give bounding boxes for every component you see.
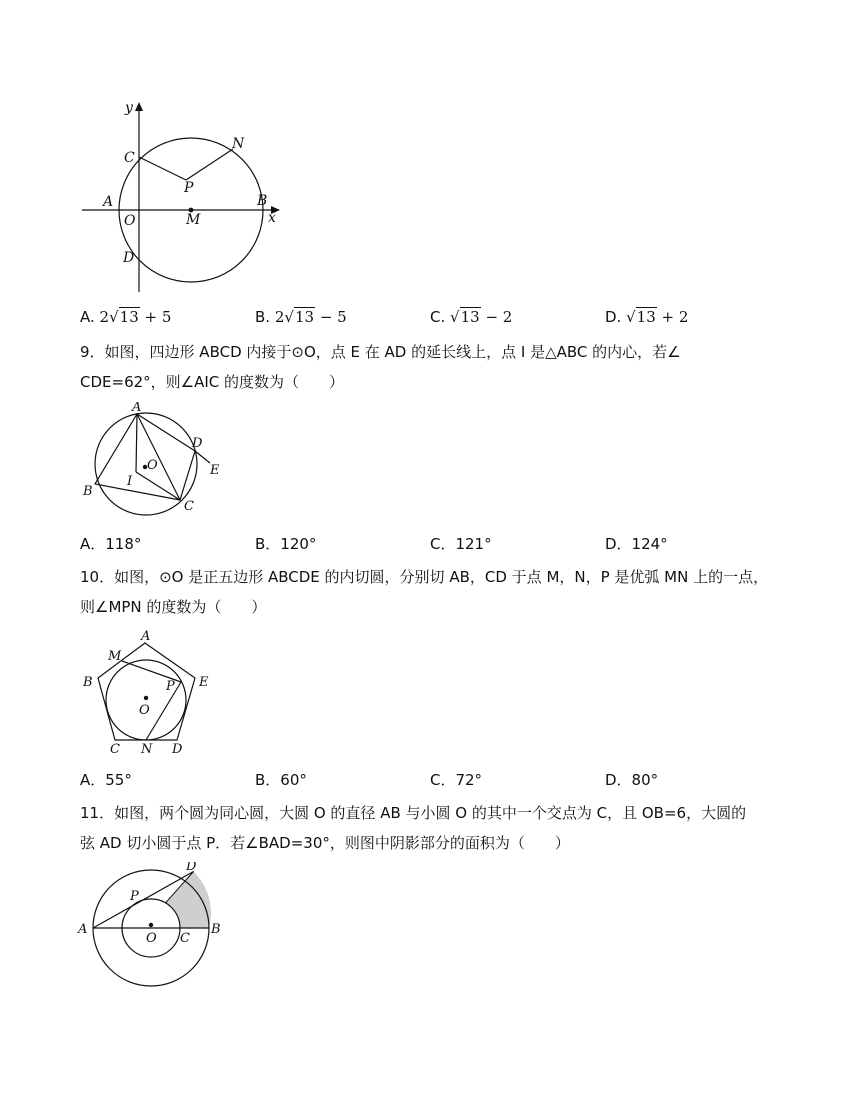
q8-option-b[interactable]	[255, 308, 347, 326]
label-o: O	[147, 458, 158, 473]
segment-cp	[139, 157, 186, 180]
q8-option-d[interactable]	[605, 308, 688, 326]
label-a: A	[132, 402, 142, 415]
label-n: N	[232, 136, 245, 152]
segment-ac	[137, 414, 180, 500]
label-b: B	[211, 922, 221, 937]
q10-option-b[interactable]: B．60°	[255, 771, 307, 789]
label-d: D	[123, 250, 135, 266]
q11-stem-line2: 弦 AD 切小圆于点 P．若∠BAD=30°，则图中阴影部分的面积为（ ）	[80, 834, 570, 852]
label-b: B	[257, 193, 268, 209]
circle-o	[95, 413, 197, 515]
label-c: C	[180, 931, 190, 946]
label-o: O	[139, 703, 150, 718]
q10-option-a[interactable]: A．55°	[80, 771, 132, 789]
point-o	[149, 923, 153, 927]
option-letter: B.	[255, 308, 271, 326]
q10-option-d[interactable]: D．80°	[605, 771, 659, 789]
label-d: D	[186, 862, 197, 874]
q10-option-c[interactable]: C．72°	[430, 771, 483, 789]
label-p: P	[184, 180, 194, 196]
q8-option-c[interactable]	[430, 308, 512, 326]
label-a: A	[78, 922, 88, 937]
q9-options	[80, 533, 800, 559]
q10-stem-line2: 则∠MPN 的度数为（ ）	[80, 598, 267, 616]
q9-option-a[interactable]: A．118°	[80, 535, 142, 553]
label-b: B	[83, 484, 93, 499]
label-m: M	[108, 649, 122, 664]
q9-stem-line1: 9．如图，四边形 ABCD 内接于⊙O，点 E 在 AD 的延长线上，点 I 是△ABC 的内心，若∠	[80, 343, 681, 361]
label-i: I	[127, 474, 133, 489]
label-e: E	[199, 675, 209, 690]
label-d: D	[172, 742, 183, 757]
label-e: E	[210, 463, 220, 478]
label-p: P	[130, 889, 139, 904]
label-c: C	[124, 150, 135, 166]
option-expr: √13 + 2	[626, 308, 689, 326]
label-n: N	[141, 742, 153, 757]
quad-abcd	[95, 414, 195, 500]
q10-options	[80, 769, 800, 795]
option-expr: 2√13 + 5	[99, 308, 172, 326]
label-c: C	[110, 742, 120, 757]
label-b: B	[83, 675, 93, 690]
segment-ai	[136, 414, 137, 472]
q10-stem-line1: 10．如图，⊙O 是正五边形 ABCDE 的内切圆，分别切 AB，CD 于点 M，N，P 是优弧 MN 上的一点，	[80, 568, 769, 586]
q8-options	[80, 308, 800, 334]
segment-pn	[186, 149, 233, 180]
q8-option-a[interactable]	[80, 308, 171, 326]
label-o: O	[146, 931, 157, 946]
q11-stem-line1: 11．如图，两个圆为同心圆，大圆 O 的直径 AB 与小圆 O 的其中一个交点为 C，且 OB=6，大圆的	[80, 804, 747, 822]
option-expr: 2√13 − 5	[274, 308, 347, 326]
shaded-region	[166, 872, 211, 929]
q8-figure	[80, 96, 290, 296]
q9-figure	[80, 402, 230, 520]
q11-figure	[76, 862, 236, 990]
q10-figure	[80, 628, 220, 758]
label-x: x	[268, 210, 276, 226]
label-a: A	[103, 194, 114, 210]
option-letter: D.	[605, 308, 622, 326]
label-c: C	[184, 499, 194, 514]
y-axis-arrow	[135, 102, 143, 111]
q9-stem-line2: CDE=62°，则∠AIC 的度数为（ ）	[80, 373, 345, 391]
option-expr: √13 − 2	[450, 308, 513, 326]
segment-pn	[146, 682, 181, 740]
option-letter: A.	[80, 308, 95, 326]
label-o: O	[124, 213, 136, 229]
label-d: D	[192, 436, 203, 451]
q9-option-d[interactable]: D．124°	[605, 535, 668, 553]
label-a: A	[141, 629, 151, 644]
label-m: M	[186, 212, 201, 228]
q9-option-b[interactable]: B．120°	[255, 535, 317, 553]
option-letter: C.	[430, 308, 446, 326]
q9-option-c[interactable]: C．121°	[430, 535, 492, 553]
label-y: y	[125, 100, 133, 116]
label-p: P	[166, 679, 175, 694]
point-o	[144, 696, 148, 700]
